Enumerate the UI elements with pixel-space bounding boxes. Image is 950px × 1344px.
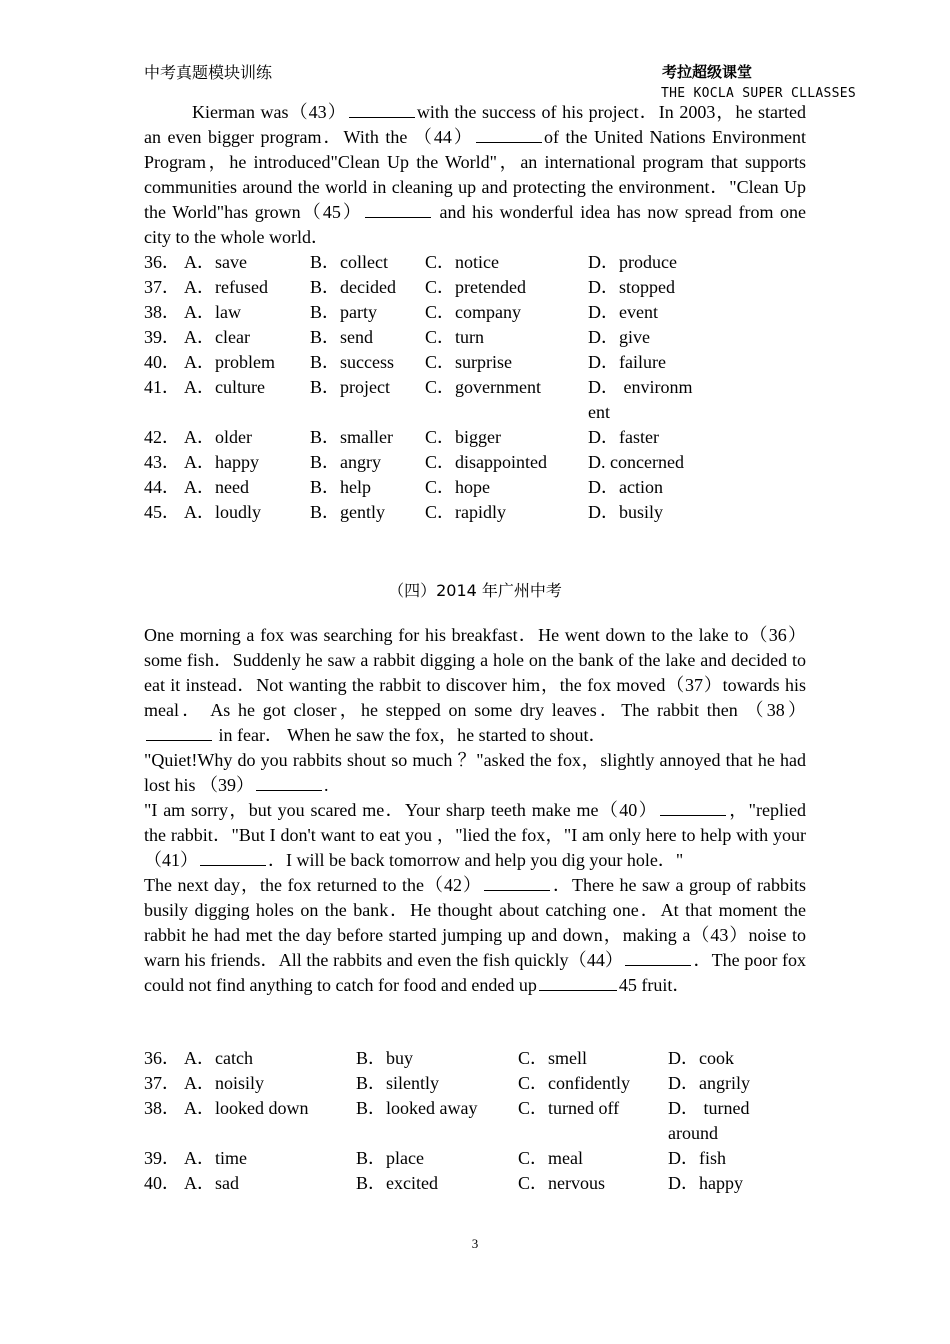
option-c: C．government	[425, 377, 541, 397]
option-a: A．older	[184, 427, 252, 447]
option-d: D．action	[588, 477, 663, 497]
blank-44	[625, 949, 691, 966]
option-c: C．notice	[425, 252, 499, 272]
passage-2-text: ，"replied the rabbit．"But I don't want to eat you ，"lied the fox，"I am only here to help with your（41）	[144, 800, 806, 870]
option-b: B．send	[310, 327, 373, 347]
option-c: C．surprise	[425, 352, 512, 372]
question-number: 37．	[144, 277, 180, 297]
option-a: A．catch	[184, 1048, 253, 1068]
blank-43	[349, 101, 415, 118]
question-number: 39．	[144, 327, 180, 347]
blank-45	[539, 974, 617, 991]
option-a: A．noisily	[184, 1073, 265, 1093]
question-number: 43．	[144, 452, 180, 472]
question-number: 37．	[144, 1073, 180, 1093]
option-b: B．help	[310, 477, 371, 497]
option-a: A．law	[184, 302, 241, 322]
option-d: D． turned around	[668, 1098, 750, 1143]
option-b: B．project	[310, 377, 390, 397]
question-number: 42．	[144, 427, 180, 447]
passage-1-text: Kierman was（43）	[192, 102, 347, 122]
option-d: D．faster	[588, 427, 659, 447]
option-b: B．angry	[310, 452, 381, 472]
option-b: B．place	[356, 1148, 424, 1168]
section-title: （四）2014 年广州中考	[388, 581, 562, 600]
passage-2-text: ．The poor fox could not find anything to catch for food and ended up	[144, 950, 806, 995]
option-a: A．happy	[184, 452, 259, 472]
passage-2-text: "I am sorry，but you scared me．Your sharp teeth make me（40）	[144, 800, 658, 820]
option-b: B．buy	[356, 1048, 414, 1068]
option-a: A．loudly	[184, 502, 262, 522]
blank-42	[484, 874, 550, 891]
option-d: D．give	[588, 327, 650, 347]
page-header-title: 中考真题模块训练	[144, 63, 273, 82]
option-c: C．hope	[425, 477, 490, 497]
option-d: D．produce	[588, 252, 677, 272]
option-a: A．looked down	[184, 1098, 309, 1118]
passage-1-text: with the success of his project．In 2003，he started an even bigger program．With the （44）	[144, 102, 807, 147]
option-a: A．culture	[184, 377, 265, 397]
option-d: D． environment	[588, 377, 693, 422]
option-b: B．party	[310, 302, 377, 322]
option-c: C．disappointed	[425, 452, 547, 472]
option-a: A．refused	[184, 277, 268, 297]
option-d: D．stopped	[588, 277, 675, 297]
option-b: B．smaller	[310, 427, 393, 447]
option-b: B．silently	[356, 1073, 440, 1093]
blank-44	[476, 126, 542, 143]
blank-40	[660, 799, 726, 816]
question-number: 40．	[144, 352, 180, 372]
option-c: C．meal	[518, 1148, 583, 1168]
question-number: 36．	[144, 252, 180, 272]
option-b: B．decided	[310, 277, 396, 297]
page-number: 3	[471, 1236, 479, 1251]
option-b: B．looked away	[356, 1098, 478, 1118]
passage-2-text: ．There he saw a group of rabbits busily digging holes on the bank．He thought about catching one．At that moment the rabbit he had met the day before started jumping up and down，making a（43）noise to warn his friends．All the rabbits and even the fish quickly（44）	[144, 875, 806, 970]
option-c: C．confidently	[518, 1073, 630, 1093]
option-b: B．success	[310, 352, 394, 372]
option-d: D．angrily	[668, 1073, 750, 1093]
option-d: D．fish	[668, 1148, 726, 1168]
option-c: C．smell	[518, 1048, 588, 1068]
brand-subtitle: THE KOCLA SUPER CLLASSES	[661, 86, 857, 101]
question-number: 38．	[144, 302, 180, 322]
question-number: 36．	[144, 1048, 180, 1068]
option-d: D．happy	[668, 1173, 743, 1193]
option-b: B．collect	[310, 252, 388, 272]
passage-2	[144, 623, 806, 998]
passage-2-text: One morning a fox was searching for his breakfast．He went down to the lake to（36）some fish．Suddenly he saw a rabbit digging a hole on the bank of the lake and decided to eat it instead．Not wanting the rabbit to discover him，the fox moved（37）towards his meal． As he got closer，he stepped on some dry leaves．The rabbit then （38）	[144, 625, 806, 720]
option-b: B．excited	[356, 1173, 438, 1193]
passage-2-text: in fear． When he saw the fox，he started to shout．	[214, 725, 607, 745]
option-d: D．event	[588, 302, 658, 322]
brand-logo-text: 考拉超级课堂	[662, 63, 753, 81]
blank-45	[365, 201, 431, 218]
option-c: C．turn	[425, 327, 485, 347]
option-d: D．failure	[588, 352, 666, 372]
passage-2-text: The next day，the fox returned to the（42）	[144, 875, 483, 895]
blank-39	[256, 774, 322, 791]
option-c: C．rapidly	[425, 502, 506, 522]
passage-1-text: and his wonderful idea has now spread from one city to the whole world．	[144, 202, 806, 247]
option-a: A．need	[184, 477, 249, 497]
option-a: A．time	[184, 1148, 247, 1168]
passage-2-text: "Quiet!Why do you rabbits shout so much ？"asked the fox，slightly annoyed that he had lost his （39）	[144, 750, 806, 795]
option-c: C．bigger	[425, 427, 501, 447]
option-c: C．nervous	[518, 1173, 605, 1193]
passage-1-text: of the United Nations Environment Program，he introduced"Clean Up the World"，an international program that supports communities around the world in cleaning up and protecting the environment．"Clean Up the World"has grown（45）	[144, 127, 806, 222]
passage-2-text: 45 fruit．	[618, 975, 691, 995]
passage-2-text: .	[324, 775, 329, 795]
option-b: B．gently	[310, 502, 385, 522]
option-d: D．busily	[588, 502, 664, 522]
question-number: 45．	[144, 502, 180, 522]
question-number: 44．	[144, 477, 180, 497]
option-a: A．save	[184, 252, 247, 272]
passage-1	[144, 100, 806, 250]
question-number: 38．	[144, 1098, 180, 1118]
question-number: 40．	[144, 1173, 180, 1193]
option-d: D．cook	[668, 1048, 734, 1068]
passage-2-text: ．I will be back tomorrow and help you dig your hole．"	[268, 850, 684, 870]
option-c: C．pretended	[425, 277, 526, 297]
blank-41	[200, 849, 266, 866]
option-a: A．sad	[184, 1173, 239, 1193]
option-a: A．clear	[184, 327, 250, 347]
option-d: D. concerned	[588, 452, 684, 472]
question-number: 39．	[144, 1148, 180, 1168]
option-a: A．problem	[184, 352, 275, 372]
option-c: C．company	[425, 302, 521, 322]
blank-38	[146, 724, 212, 741]
option-c: C．turned off	[518, 1098, 620, 1118]
question-number: 41．	[144, 377, 180, 397]
